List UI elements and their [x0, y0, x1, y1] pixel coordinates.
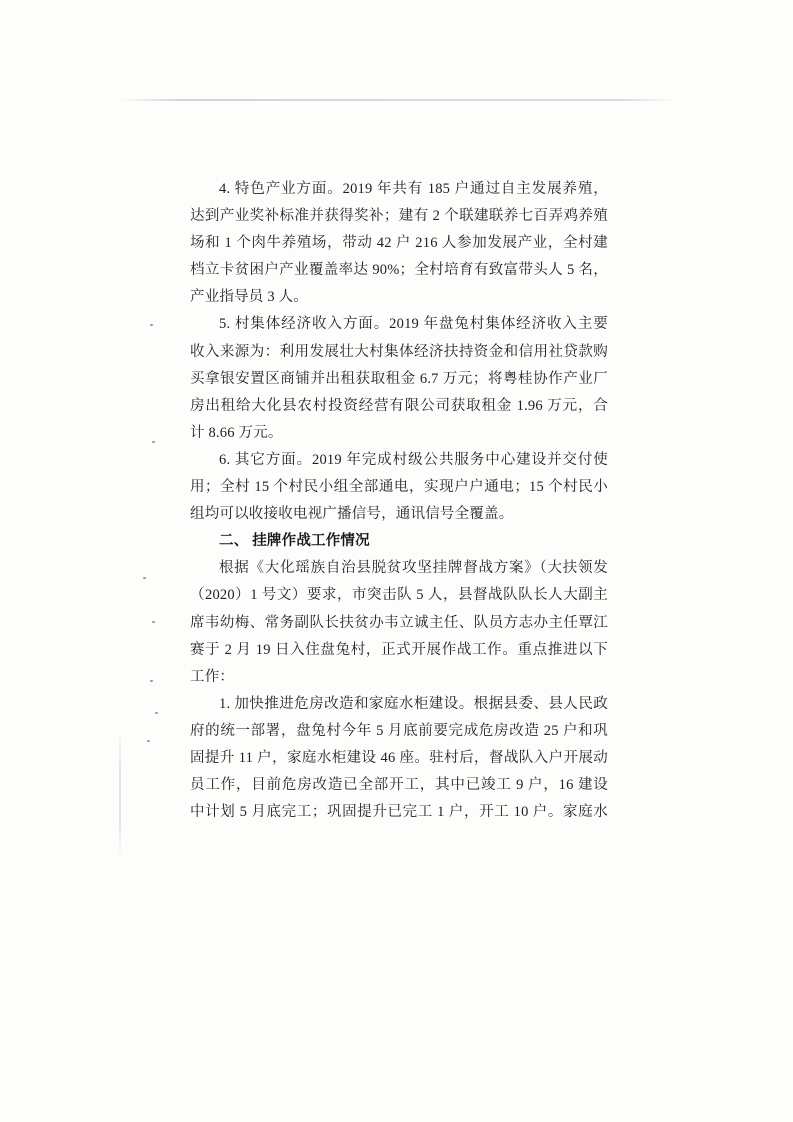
paragraph-intro [190, 555, 608, 690]
text-line: 房出租给大化县农村投资经营有限公司获取租金 1.96 万元，合 [190, 397, 608, 414]
scan-left-smudge [119, 730, 121, 860]
text-line: 达到产业奖补标准并获得奖补；建有 2 个联建联养七百弄鸡养殖 [190, 208, 608, 225]
scan-speck [152, 441, 155, 443]
paragraph-section-4 [190, 176, 608, 311]
section-heading: 二、 挂牌作战工作情况 [219, 533, 370, 550]
text-line: 固提升 11 户，家庭水柜建设 46 座。驻村后，督战队入户开展动 [190, 749, 608, 766]
text-line: 席韦幼梅、常务副队长扶贫办韦立诚主任、队员方志办主任覃江 [190, 614, 608, 631]
document-body [190, 176, 608, 826]
scan-speck [147, 740, 150, 742]
text-line: 5. 村集体经济收入方面。2019 年盘兔村集体经济收入主要 [219, 316, 608, 333]
text-line: （2020）1 号文）要求，市突击队 5 人，县督战队队长人大副主 [190, 587, 608, 604]
text-line: 员工作，目前危房改造已全部开工，其中已竣工 9 户，16 建设 [190, 777, 608, 794]
text-line: 计 8.66 万元。 [190, 424, 283, 441]
text-line: 根据《大化瑶族自治县脱贫攻坚挂牌督战方案》（大扶领发 [219, 560, 608, 577]
text-line: 组均可以收接收电视广播信号，通讯信号全覆盖。 [190, 506, 514, 523]
text-line: 用；全村 15 个村民小组全部通电，实现户户通电；15 个村民小 [190, 479, 608, 496]
text-line: 1. 加快推进危房改造和家庭水柜建设。根据县委、县人民政 [219, 695, 608, 712]
text-line: 产业指导员 3 人。 [190, 289, 308, 306]
text-line: 赛于 2 月 19 日入住盘兔村，正式开展作战工作。重点推进以下 [190, 641, 608, 658]
text-line: 府的统一部署，盘兔村今年 5 月底前要完成危房改造 25 户和巩 [190, 722, 608, 739]
scan-speck [150, 680, 153, 682]
paragraph-section-6 [190, 447, 608, 528]
text-line: 档立卡贫困户产业覆盖率达 90%；全村培育有致富带头人 5 名， [190, 262, 608, 279]
scan-speck [143, 577, 146, 579]
text-line: 收入来源为：利用发展壮大村集体经济扶持资金和信用社贷款购 [190, 343, 608, 360]
text-line: 4. 特色产业方面。2019 年共有 185 户通过自主发展养殖， [219, 181, 608, 197]
paragraph-item-1 [190, 691, 608, 826]
scan-speck [150, 324, 153, 326]
text-line: 工作： [190, 668, 235, 685]
scan-top-edge [120, 99, 675, 101]
text-line: 买拿银安置区商铺并出租获取租金 6.7 万元；将粤桂协作产业厂 [190, 370, 608, 387]
text-line: 场和 1 个肉牛养殖场，带动 42 户 216 人参加发展产业，全村建 [190, 235, 608, 252]
paragraph-section-5 [190, 311, 608, 446]
text-line: 中计划 5 月底完工；巩固提升已完工 1 户，开工 10 户。家庭水 [190, 804, 608, 821]
text-line: 6. 其它方面。2019 年完成村级公共服务中心建设并交付使 [219, 451, 608, 468]
scan-speck [155, 712, 158, 714]
scan-speck [152, 621, 155, 623]
